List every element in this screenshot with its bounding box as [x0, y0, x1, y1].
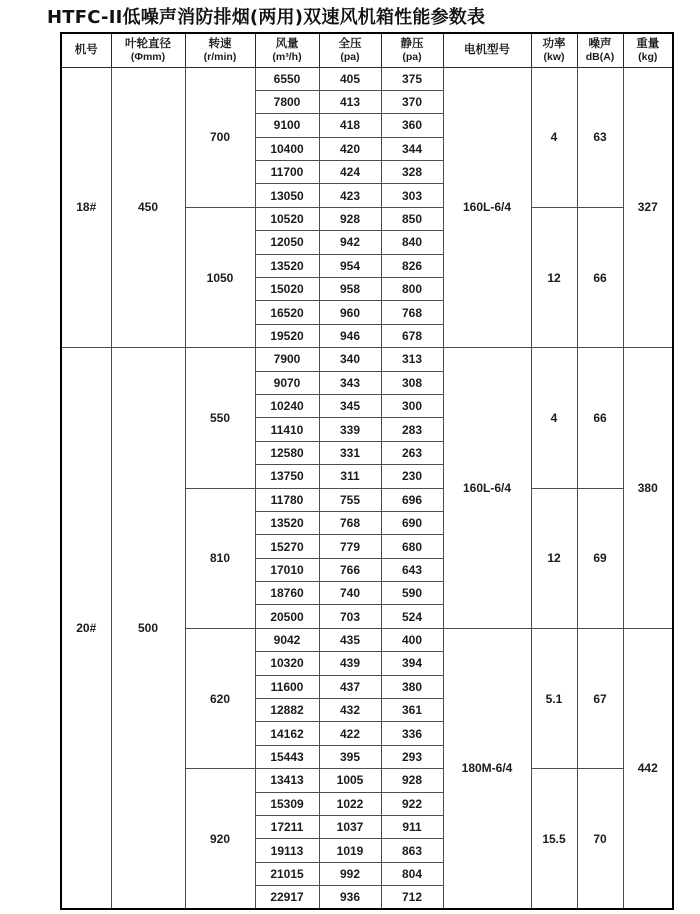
cell-static-pressure: 293 [381, 745, 443, 768]
cell-air-flow: 7800 [255, 90, 319, 113]
cell-air-flow: 10520 [255, 207, 319, 230]
cell-air-flow: 10320 [255, 652, 319, 675]
cell-static-pressure: 928 [381, 769, 443, 792]
cell-static-pressure: 303 [381, 184, 443, 207]
cell-static-pressure: 826 [381, 254, 443, 277]
cell-air-flow: 13520 [255, 511, 319, 534]
cell-model-no: 20# [61, 348, 111, 909]
cell-total-pressure: 418 [319, 114, 381, 137]
cell-static-pressure: 336 [381, 722, 443, 745]
cell-impeller-diameter: 450 [111, 67, 185, 348]
cell-total-pressure: 942 [319, 231, 381, 254]
cell-speed: 810 [185, 488, 255, 628]
performance-table [60, 32, 674, 910]
cell-speed: 700 [185, 67, 255, 207]
cell-total-pressure: 992 [319, 862, 381, 885]
cell-weight: 380 [623, 348, 673, 629]
col-header-power: 功率 (kw) [531, 33, 577, 67]
cell-static-pressure: 524 [381, 605, 443, 628]
cell-power: 12 [531, 207, 577, 347]
cell-air-flow: 13050 [255, 184, 319, 207]
cell-total-pressure: 423 [319, 184, 381, 207]
cell-air-flow: 12580 [255, 441, 319, 464]
cell-total-pressure: 703 [319, 605, 381, 628]
header-row [61, 33, 673, 67]
cell-air-flow: 10240 [255, 394, 319, 417]
cell-total-pressure: 405 [319, 67, 381, 90]
cell-static-pressure: 768 [381, 301, 443, 324]
cell-motor-model: 160L-6/4 [443, 348, 531, 629]
cell-noise: 70 [577, 769, 623, 909]
cell-static-pressure: 344 [381, 137, 443, 160]
page-title: HTFC-II低噪声消防排烟(两用)双速风机箱性能参数表 [47, 7, 486, 28]
cell-total-pressure: 936 [319, 886, 381, 909]
cell-power: 4 [531, 348, 577, 488]
cell-motor-model: 160L-6/4 [443, 67, 531, 348]
cell-weight: 442 [623, 628, 673, 909]
col-header-air-flow: 风量 (m³/h) [255, 33, 319, 67]
cell-total-pressure: 432 [319, 699, 381, 722]
cell-static-pressure: 308 [381, 371, 443, 394]
cell-static-pressure: 840 [381, 231, 443, 254]
cell-total-pressure: 420 [319, 137, 381, 160]
cell-total-pressure: 928 [319, 207, 381, 230]
cell-speed: 1050 [185, 207, 255, 347]
cell-air-flow: 7900 [255, 348, 319, 371]
cell-static-pressure: 911 [381, 816, 443, 839]
cell-total-pressure: 424 [319, 161, 381, 184]
cell-air-flow: 15270 [255, 535, 319, 558]
cell-total-pressure: 779 [319, 535, 381, 558]
cell-static-pressure: 380 [381, 675, 443, 698]
cell-air-flow: 15020 [255, 278, 319, 301]
cell-noise: 69 [577, 488, 623, 628]
cell-static-pressure: 375 [381, 67, 443, 90]
cell-total-pressure: 435 [319, 628, 381, 651]
cell-power: 5.1 [531, 628, 577, 768]
cell-static-pressure: 922 [381, 792, 443, 815]
cell-air-flow: 13520 [255, 254, 319, 277]
cell-air-flow: 15309 [255, 792, 319, 815]
cell-total-pressure: 1005 [319, 769, 381, 792]
cell-total-pressure: 395 [319, 745, 381, 768]
col-header-noise: 噪声 dB(A) [577, 33, 623, 67]
col-header-model-no: 机号 [61, 33, 111, 67]
cell-total-pressure: 954 [319, 254, 381, 277]
col-header-impeller-diameter: 叶轮直径 (Φmm) [111, 33, 185, 67]
cell-static-pressure: 712 [381, 886, 443, 909]
cell-air-flow: 22917 [255, 886, 319, 909]
cell-static-pressure: 850 [381, 207, 443, 230]
cell-power: 4 [531, 67, 577, 207]
cell-air-flow: 11780 [255, 488, 319, 511]
cell-total-pressure: 311 [319, 465, 381, 488]
cell-static-pressure: 678 [381, 324, 443, 347]
cell-air-flow: 18760 [255, 582, 319, 605]
cell-motor-model: 180M-6/4 [443, 628, 531, 909]
cell-air-flow: 12050 [255, 231, 319, 254]
cell-total-pressure: 755 [319, 488, 381, 511]
cell-impeller-diameter: 500 [111, 348, 185, 909]
cell-air-flow: 11700 [255, 161, 319, 184]
cell-power: 12 [531, 488, 577, 628]
table-header-row [61, 33, 673, 67]
cell-static-pressure: 863 [381, 839, 443, 862]
table-body [61, 67, 673, 909]
cell-static-pressure: 804 [381, 862, 443, 885]
cell-static-pressure: 400 [381, 628, 443, 651]
cell-static-pressure: 263 [381, 441, 443, 464]
cell-static-pressure: 394 [381, 652, 443, 675]
cell-total-pressure: 331 [319, 441, 381, 464]
cell-noise: 63 [577, 67, 623, 207]
cell-static-pressure: 370 [381, 90, 443, 113]
cell-total-pressure: 740 [319, 582, 381, 605]
cell-total-pressure: 422 [319, 722, 381, 745]
cell-static-pressure: 328 [381, 161, 443, 184]
cell-static-pressure: 361 [381, 699, 443, 722]
cell-weight: 327 [623, 67, 673, 348]
cell-air-flow: 13750 [255, 465, 319, 488]
cell-air-flow: 6550 [255, 67, 319, 90]
col-header-motor-model: 电机型号 [443, 33, 531, 67]
cell-air-flow: 19113 [255, 839, 319, 862]
cell-air-flow: 9100 [255, 114, 319, 137]
cell-static-pressure: 680 [381, 535, 443, 558]
table-row [61, 348, 673, 371]
cell-air-flow: 15443 [255, 745, 319, 768]
cell-total-pressure: 339 [319, 418, 381, 441]
cell-air-flow: 17211 [255, 816, 319, 839]
cell-total-pressure: 413 [319, 90, 381, 113]
cell-total-pressure: 437 [319, 675, 381, 698]
cell-air-flow: 11410 [255, 418, 319, 441]
cell-static-pressure: 283 [381, 418, 443, 441]
cell-total-pressure: 343 [319, 371, 381, 394]
cell-air-flow: 20500 [255, 605, 319, 628]
cell-noise: 66 [577, 207, 623, 347]
cell-total-pressure: 345 [319, 394, 381, 417]
cell-power: 15.5 [531, 769, 577, 909]
cell-static-pressure: 360 [381, 114, 443, 137]
cell-air-flow: 9070 [255, 371, 319, 394]
cell-total-pressure: 1022 [319, 792, 381, 815]
cell-total-pressure: 766 [319, 558, 381, 581]
cell-static-pressure: 690 [381, 511, 443, 534]
cell-total-pressure: 1037 [319, 816, 381, 839]
cell-air-flow: 19520 [255, 324, 319, 347]
cell-static-pressure: 800 [381, 278, 443, 301]
cell-model-no: 18# [61, 67, 111, 348]
cell-air-flow: 16520 [255, 301, 319, 324]
cell-speed: 550 [185, 348, 255, 488]
cell-static-pressure: 300 [381, 394, 443, 417]
cell-air-flow: 12882 [255, 699, 319, 722]
col-header-static-pressure: 静压 (pa) [381, 33, 443, 67]
cell-air-flow: 14162 [255, 722, 319, 745]
cell-air-flow: 10400 [255, 137, 319, 160]
cell-speed: 920 [185, 769, 255, 909]
cell-noise: 67 [577, 628, 623, 768]
cell-air-flow: 21015 [255, 862, 319, 885]
table-row [61, 67, 673, 90]
col-header-total-pressure: 全压 (pa) [319, 33, 381, 67]
col-header-weight: 重量 (kg) [623, 33, 673, 67]
cell-total-pressure: 958 [319, 278, 381, 301]
cell-air-flow: 11600 [255, 675, 319, 698]
cell-total-pressure: 768 [319, 511, 381, 534]
cell-speed: 620 [185, 628, 255, 768]
cell-total-pressure: 1019 [319, 839, 381, 862]
cell-static-pressure: 230 [381, 465, 443, 488]
cell-air-flow: 17010 [255, 558, 319, 581]
cell-static-pressure: 590 [381, 582, 443, 605]
cell-total-pressure: 946 [319, 324, 381, 347]
cell-total-pressure: 439 [319, 652, 381, 675]
cell-noise: 66 [577, 348, 623, 488]
col-header-speed: 转速 (r/min) [185, 33, 255, 67]
cell-total-pressure: 340 [319, 348, 381, 371]
cell-air-flow: 9042 [255, 628, 319, 651]
cell-static-pressure: 696 [381, 488, 443, 511]
cell-total-pressure: 960 [319, 301, 381, 324]
cell-air-flow: 13413 [255, 769, 319, 792]
cell-static-pressure: 643 [381, 558, 443, 581]
cell-static-pressure: 313 [381, 348, 443, 371]
